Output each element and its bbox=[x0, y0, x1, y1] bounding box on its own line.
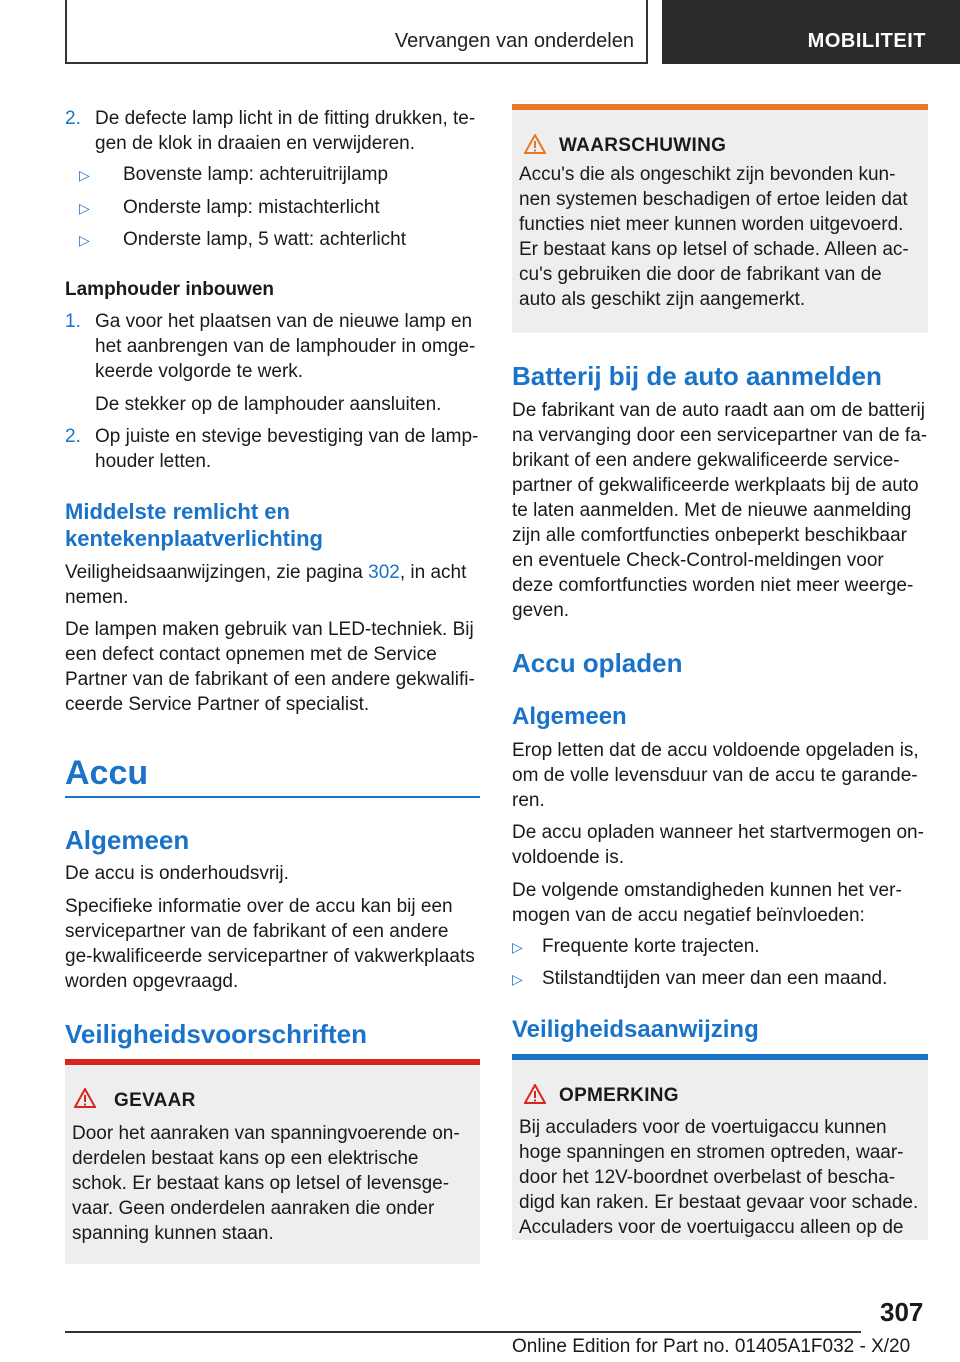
danger-title: GEVAAR bbox=[114, 1090, 196, 1111]
danger-text: Door het aanraken van spanningvoerende on-derdelen bestaat kans op een elektrische schok. Er bestaat kans op letsel of levensge-vaar. Geen onderdelen aanraken die onder spanning kunnen staan. bbox=[72, 1123, 460, 1244]
bullet-triangle-icon: ▷ bbox=[79, 200, 90, 216]
bullet-item: ▷ Onderste lamp: mistachterlicht bbox=[79, 195, 479, 220]
register-heading: Batterij bij de auto aanmelden bbox=[512, 361, 882, 391]
accu-heading: Accu bbox=[65, 754, 149, 792]
step-2 bbox=[65, 106, 480, 156]
warning-triangle-icon bbox=[524, 1084, 546, 1104]
warning-bar bbox=[512, 104, 928, 110]
notice-bar bbox=[512, 1054, 928, 1060]
footer-rule bbox=[65, 1331, 861, 1333]
charge-p1: Erop letten dat de accu voldoende opgeladen is, om de volle levensduur van de accu te garande-ren. bbox=[512, 740, 919, 811]
page-number: 307 bbox=[880, 1297, 924, 1327]
algemeen-p1: De accu is onderhoudsvrij. bbox=[65, 863, 289, 884]
brake-p1: Veiligheidsaanwijzingen, zie pagina 302, in acht nemen. bbox=[65, 562, 467, 608]
algemeen-heading: Algemeen bbox=[65, 825, 190, 855]
veiligheid-heading: Veiligheidsvoorschriften bbox=[65, 1019, 367, 1049]
brake-light-heading: Middelste remlicht en kentekenplaatverlichting bbox=[65, 499, 323, 551]
charge-heading: Accu opladen bbox=[512, 648, 683, 678]
warning-text: Accu's die als ongeschikt zijn bevonden kun-nen systemen beschadigen of ertoe leiden dat functies niet meer kunnen worden uitgevoerd. Er bestaat kans op letsel of schade. Alleen ac-cu's gebruiken die door de fabrikant van de auto als geschikt zijn aangemerkt. bbox=[519, 164, 909, 310]
accu-rule bbox=[65, 796, 480, 798]
bullet-triangle-icon: ▷ bbox=[512, 971, 523, 987]
install-step-1: 1. Ga voor het plaatsen van de nieuwe lamp en het aanbrengen van de lamphouder in omge-keerde volgorde te werk. bbox=[65, 311, 476, 382]
section-title: MOBILITEIT bbox=[807, 30, 926, 52]
bullet-item: ▷ Frequente korte trajecten. bbox=[512, 934, 928, 959]
bullet-triangle-icon: ▷ bbox=[512, 939, 523, 955]
step-text: De defecte lamp licht in de fitting drukken, te- gen de klok in draaien en verwijderen. bbox=[95, 108, 476, 154]
brake-p2: De lampen maken gebruik van LED-techniek. Bij een defect contact opnemen met de Service Partner van de fabrikant of een andere gekwalifi-ceerde Service Partner of specialist. bbox=[65, 619, 475, 715]
algemeen-p2: Specifieke informatie over de accu kan bij een servicepartner van de fabrikant of een andere ge-kwalificeerde servicepartner of vakwerkplaats worden opgevraagd. bbox=[65, 896, 475, 992]
warning-triangle-icon bbox=[524, 134, 546, 154]
bullet-triangle-icon: ▷ bbox=[79, 232, 90, 248]
bullet-item: ▷ Stilstandtijden van meer dan een maand. bbox=[512, 966, 928, 991]
bullet-triangle-icon: ▷ bbox=[79, 167, 90, 183]
danger-bar bbox=[65, 1059, 480, 1065]
warning-title: WAARSCHUWING bbox=[559, 135, 727, 156]
notice-title: OPMERKING bbox=[559, 1085, 679, 1106]
bullet-item: ▷ Onderste lamp, 5 watt: achterlicht bbox=[79, 227, 479, 252]
install-step-2: 2. Op juiste en stevige bevestiging van de lamp-houder letten. bbox=[65, 426, 479, 472]
install-heading: Lamphouder inbouwen bbox=[65, 279, 274, 300]
step-number: 2. bbox=[65, 108, 81, 129]
notice-text: Bij acculaders voor de voertuigaccu kunnen hoge spanningen en stromen optreden, waar-door het 12V-boordnet overbelast of bescha-digd kan raken. Er bestaat gevaar voor schade. Acculaders voor de voertuigaccu alleen op de bbox=[519, 1117, 919, 1238]
notice-box bbox=[512, 1054, 928, 1240]
chapter-title: Vervangen van onderdelen bbox=[394, 30, 634, 52]
header-section-box bbox=[662, 0, 960, 64]
charge-algemeen-heading: Algemeen bbox=[512, 703, 627, 730]
edition-footer: Online Edition for Part no. 01405A1F032 - X/20 bbox=[512, 1336, 911, 1357]
safety-heading: Veiligheidsaanwijzing bbox=[512, 1016, 759, 1043]
bullet-item: ▷ Bovenste lamp: achteruitrijlamp bbox=[79, 162, 479, 187]
page-link-302[interactable]: 302 bbox=[368, 562, 400, 583]
warning-triangle-icon bbox=[74, 1088, 96, 1108]
charge-p2: De accu opladen wanneer het startvermogen on-voldoende is. bbox=[512, 822, 924, 868]
charge-p3: De volgende omstandigheden kunnen het ver-mogen van de accu negatief beïnvloeden: bbox=[512, 880, 902, 926]
install-step-1-sub: De stekker op de lamphouder aansluiten. bbox=[95, 394, 442, 415]
danger-box bbox=[65, 1059, 480, 1264]
header-chapter-box bbox=[65, 0, 648, 64]
warning-box bbox=[512, 104, 928, 333]
register-text: De fabrikant van de auto raadt aan om de batterij na vervanging door een servicepartner van de fa-brikant of een andere gekwalificeerde service-partner of gekwalificeerde werkplaats bij de auto te laten aanmelden. Met de nieuwe aanmelding zijn alle comfortfuncties onbeperkt beschikbaar en eventuele Check-Control-meldingen voor deze comfortfuncties worden niet meer weerge-geven. bbox=[512, 400, 928, 621]
